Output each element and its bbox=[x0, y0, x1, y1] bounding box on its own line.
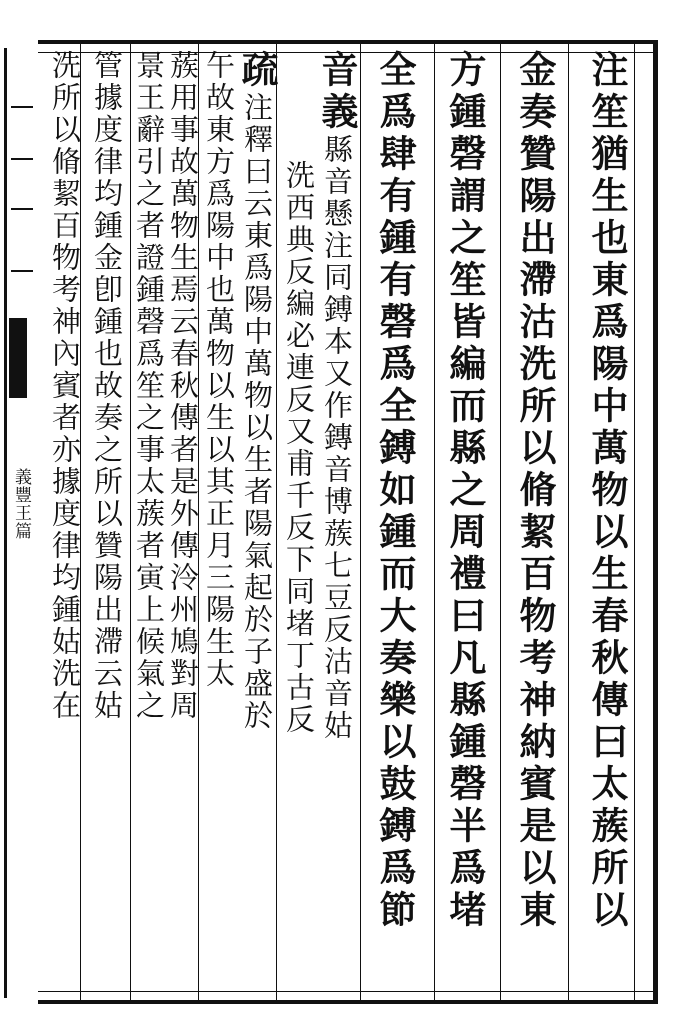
yinyi-text: 縣音懸注同鎛本又作鏄音博蔟七豆反沽音姑 bbox=[320, 134, 354, 742]
margin-tick bbox=[11, 208, 33, 210]
text-column-11: 管據度律均鍾金卽鍾也故奏之所以贊陽出滯云姑 bbox=[90, 50, 124, 722]
text-column-8: 午故東方爲陽中也萬物以生以其正月三陽生太 bbox=[202, 50, 236, 690]
text-column-2: 金奏贊陽出滯沽洗所以脩絜百物考神納賓是以東 bbox=[513, 50, 557, 932]
fishtail-mark bbox=[9, 318, 27, 398]
shu-heading: 疏 bbox=[235, 50, 279, 92]
left-margin bbox=[4, 48, 36, 998]
yinyi-heading: 音義 bbox=[315, 50, 359, 134]
column-rule bbox=[500, 44, 501, 1000]
shu-text: 注釋曰云東爲陽中萬物以生者陽氣起於子盛於 bbox=[240, 92, 274, 732]
column-rule bbox=[568, 44, 569, 1000]
text-column-5 bbox=[315, 50, 359, 742]
text-column-1: 注笙猶生也東爲陽中萬物以生春秋傳曰太蔟所以 bbox=[585, 50, 629, 932]
text-column-12: 洗所以脩絜百物考神內賓者亦據度律均鍾姑洗在 bbox=[48, 50, 82, 722]
text-column-4: 全爲肆有鍾有磬爲全鎛如鍾而大奏樂以鼓鎛爲節 bbox=[373, 50, 417, 932]
column-rule bbox=[634, 44, 635, 1000]
column-rule bbox=[276, 44, 277, 1000]
column-rule bbox=[360, 44, 361, 1000]
text-column-9: 蔟用事故萬物生焉云春秋傳者是外傳泠州鳩對周 bbox=[166, 50, 200, 722]
text-column-6: 洗西典反編必連反又甫千反下同堵丁古反 bbox=[282, 160, 316, 736]
text-column-10: 景王辭引之者證鍾磬爲笙之事太蔟者寅上候氣之 bbox=[132, 50, 166, 722]
margin-tick bbox=[11, 270, 33, 272]
text-column-7 bbox=[235, 50, 279, 732]
text-column-3: 方鍾磬謂之笙皆編而縣之周禮曰凡縣鍾磬半爲堵 bbox=[443, 50, 487, 932]
column-rule bbox=[434, 44, 435, 1000]
margin-tick bbox=[11, 106, 33, 108]
leaf-label: 義豐王篇 bbox=[11, 468, 31, 540]
margin-tick bbox=[11, 158, 33, 160]
column-rule bbox=[130, 44, 131, 1000]
